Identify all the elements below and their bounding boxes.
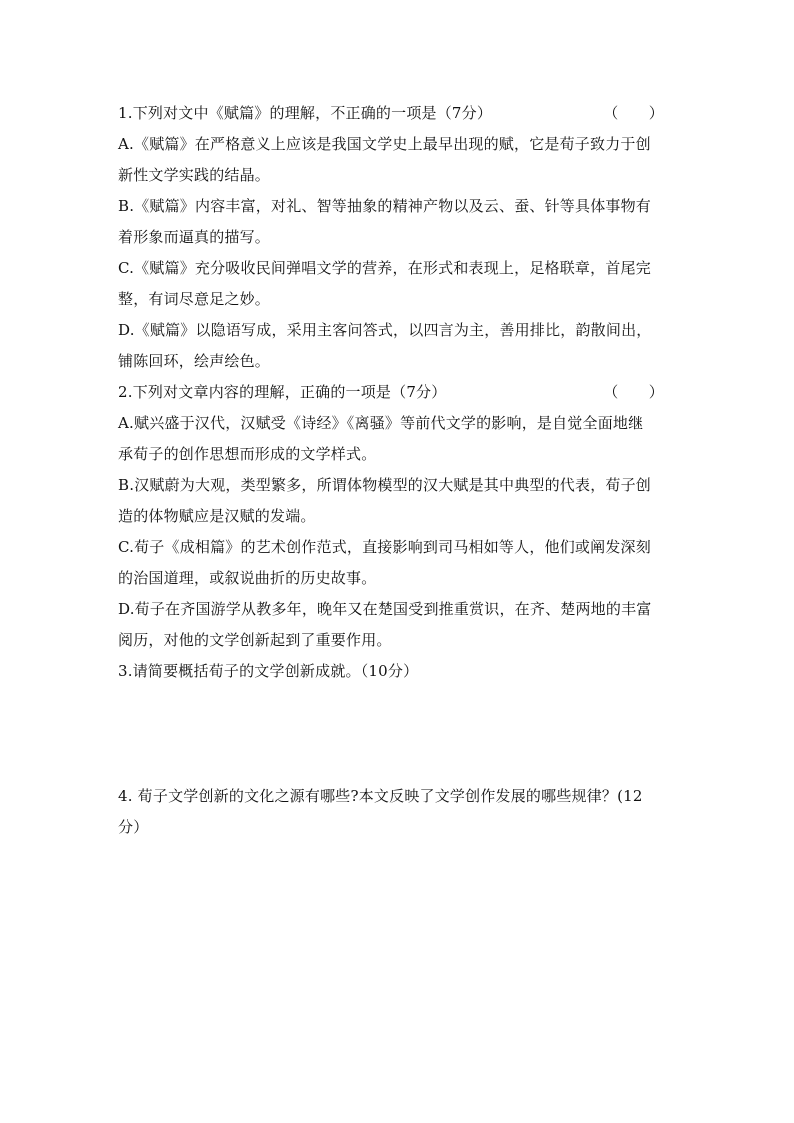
question-2-stem (118, 377, 686, 408)
question-1-option-c-line-2: 整，有词尽意足之妙。 (118, 290, 271, 308)
question-2-text: 2.下列对文章内容的理解，正确的一项是（7分） (118, 383, 447, 401)
question-1-answer-bracket: （ ） (603, 104, 664, 122)
question-1-option-b-line-2: 着形象而逼真的描写。 (118, 228, 271, 246)
question-1-text: 1.下列对文中《赋篇》的理解，不正确的一项是（7分） (118, 104, 493, 122)
document-page (118, 98, 686, 843)
question-2-answer-bracket: （ ） (603, 383, 664, 401)
question-1-option-d-line-1: D.《赋篇》以隐语写成，采用主客问答式，以四言为主，善用排比，韵散间出， (118, 321, 652, 339)
question-1-option-c-line-1: C.《赋篇》充分吸收民间弹唱文学的营养，在形式和表现上，足格联章，首尾完 (118, 259, 651, 277)
question-2-option-c-line-1: C.荀子《成相篇》的艺术创作范式，直接影响到司马相如等人，他们或阐发深刻 (118, 538, 651, 556)
question-1-option-a-line-2: 新性文学实践的结晶。 (118, 166, 271, 184)
question-2-option-d-line-1: D.荀子在齐国游学从教多年，晚年又在楚国受到推重赏识，在齐、楚两地的丰富 (118, 600, 652, 618)
question-1-option-b-line-1: B.《赋篇》内容丰富，对礼、智等抽象的精神产物以及云、蚕、针等具体事物有 (118, 197, 651, 215)
question-2-option-c-line-2: 的治国道理，或叙说曲折的历史故事。 (118, 569, 377, 587)
question-1-option-d-line-2: 铺陈回环，绘声绘色。 (118, 352, 271, 370)
question-3-answer-space (118, 687, 686, 781)
question-2-option-b-line-2: 造的体物赋应是汉赋的发端。 (118, 507, 316, 525)
question-4-stem-line-2: 分） (118, 818, 149, 836)
question-2-option-b-line-1: B.汉赋蔚为大观，类型繁多，所谓体物模型的汉大赋是其中典型的代表，荀子创 (118, 476, 651, 494)
question-4-stem-line-1: 4. 荀子文学创新的文化之源有哪些?本文反映了文学创作发展的哪些规律？(12 (118, 787, 643, 805)
question-2-option-a-line-2: 承荀子的创作思想而形成的文学样式。 (118, 445, 377, 463)
question-1-option-a-line-1: A.《赋篇》在严格意义上应该是我国文学史上最早出现的赋，它是荀子致力于创 (118, 135, 651, 153)
question-3-stem: 3.请简要概括荀子的文学创新成就。（10分） (118, 662, 419, 680)
question-2-option-d-line-2: 阅历，对他的文学创新起到了重要作用。 (118, 631, 392, 649)
question-1-stem (118, 98, 686, 129)
question-2-option-a-line-1: A.赋兴盛于汉代，汉赋受《诗经》《离骚》等前代文学的影响，是自觉全面地继 (118, 414, 644, 432)
